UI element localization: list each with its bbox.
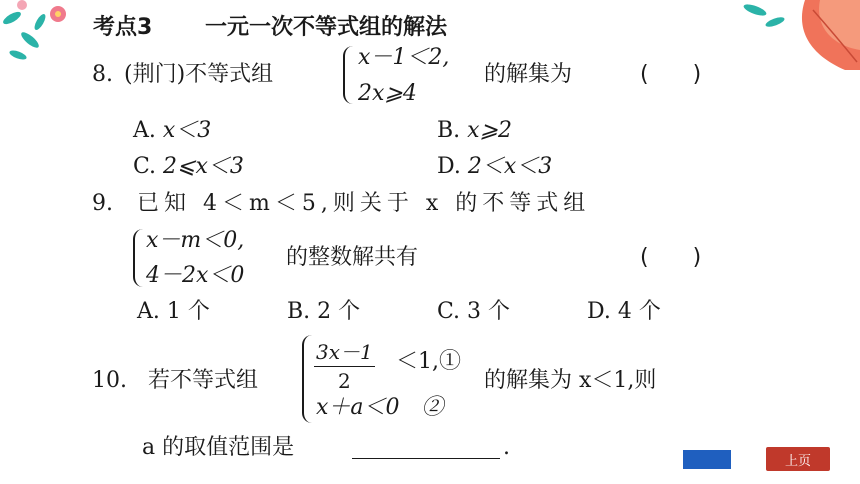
nav-bar[interactable] [683, 450, 731, 469]
q10-system-brace [302, 335, 312, 423]
q10-number: 10. [92, 368, 127, 393]
q9-inequality-2: 4－2x＜0 [146, 263, 245, 288]
q10-inequality-1-rest: ＜1,① [396, 349, 461, 374]
q8-inequality-2: 2x⩾4 [358, 81, 417, 106]
q8-option-c: C. 2⩽x＜3 [133, 154, 244, 179]
q9-option-d: D. 4 个 [587, 299, 661, 324]
q9-number: 9. [92, 191, 113, 216]
q9-inequality-1: x－m＜0, [146, 228, 245, 253]
q8-inequality-1: x－1＜2, [358, 45, 450, 70]
q9-option-c: C. 3 个 [437, 299, 511, 324]
q10-tail: 的解集为 x＜1,则 [484, 368, 657, 393]
q9-option-a: A. 1 个 [137, 299, 210, 324]
q9-answer-paren: ( ) [640, 245, 702, 270]
q8-source: (荆门)不等式组 [124, 62, 274, 87]
q8-system-brace [343, 46, 353, 104]
section-label: 考点3 [93, 15, 153, 40]
q10-stem: 若不等式组 [148, 368, 259, 393]
q9-system-brace [133, 229, 143, 287]
q10-fraction [314, 336, 375, 393]
q10-fraction-numerator: 3x－1 [314, 336, 375, 367]
q8-number: 8. [92, 62, 113, 87]
q10-line2: a 的取值范围是 [142, 435, 295, 460]
q8-option-d: D. 2＜x＜3 [437, 154, 553, 179]
q10-inequality-2: x＋a＜0 ② [316, 395, 444, 420]
q10-fraction-denominator: 2 [338, 369, 351, 393]
floral-decoration-right [735, 0, 860, 80]
section-title: 一元一次不等式组的解法 [205, 15, 448, 40]
q9-tail: 的整数解共有 [286, 245, 419, 270]
q9-option-b: B. 2 个 [287, 299, 361, 324]
q9-stem: 已知 4＜m＜5,则关于 x 的不等式组 [137, 191, 591, 216]
q10-end-period: . [503, 435, 510, 460]
q8-option-a: A. x＜3 [133, 118, 212, 143]
q8-option-b: B. x⩾2 [437, 118, 513, 143]
prev-page-button[interactable]: 上页 [766, 447, 830, 471]
q8-answer-paren: ( ) [640, 62, 702, 87]
floral-decoration-left [0, 0, 90, 80]
q8-tail: 的解集为 [484, 62, 573, 87]
q10-answer-blank[interactable] [352, 458, 500, 459]
